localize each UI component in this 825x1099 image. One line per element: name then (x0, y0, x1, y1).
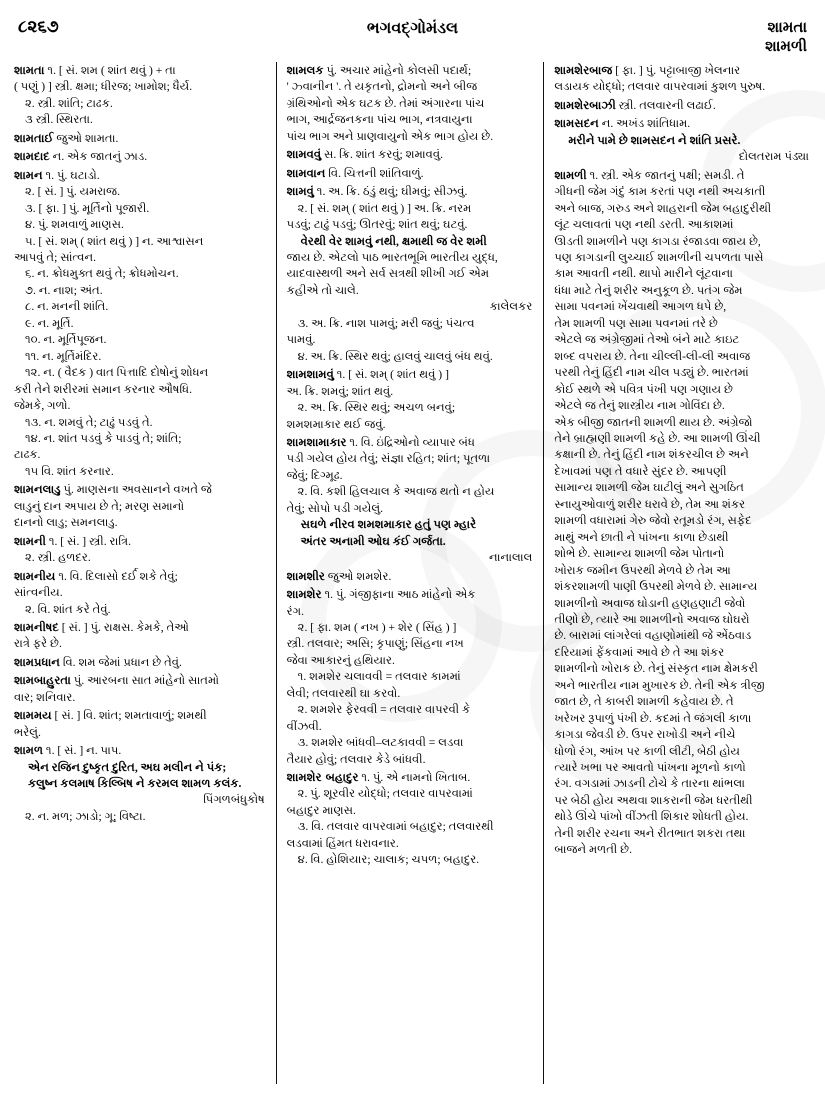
entry-line: ૧૩. ન. શમવું તે; ટાઢું પડવું તે. (25, 415, 153, 429)
entry-line: ભરેલું. (14, 725, 41, 739)
entry-line: લાડુનું દાન અપાય છે તે; મરણ સમાનો (14, 499, 185, 513)
entry-line: અને બાજ, ગરુડ અને શાહરાની જેમ બહાદુરીથી (554, 201, 772, 215)
entry-headword: શામશેર (286, 587, 322, 602)
entry-line: ૧૫ વિ. શાંત કરનાર. (25, 464, 114, 478)
entry-line: ૩. અ. ક્રિ. નાશ પામવું; મરી જવું; પંચત્વ (297, 316, 475, 330)
entry-line: ૨. સ્ત્રી. શાંતિ; ટાઢક. (25, 96, 113, 110)
entry-line: તેની શરીર રચના અને રીતભાત શકરા તથા (554, 826, 746, 840)
entry-headword: શામવું (286, 184, 314, 199)
entry-line: અંતર અનામી ઓઘ કંઈ ગર્જતા. (300, 534, 446, 548)
entry-line: પામવું. (286, 333, 316, 347)
entry-line: ૨. વિ. કશી હિલચાલ કે અવાજ થતો ન હોય (297, 485, 495, 499)
entry-line: ( પણું ) ] સ્ત્રી. ક્ષમા; ધીરજ; ખામોશ; ધૈર્ય. (14, 80, 193, 94)
entry-line: ૩ સ્ત્રી. સ્થિરતા. (25, 113, 93, 127)
entry-line: ૫. [ સં. શમ્ ( શાંત થવું ) ] ન. આશ્વાસન (25, 234, 204, 248)
entry-line: એન રજિન દુષ્કૃત દુરિત, અઘ મલીન ને પંક; (28, 760, 227, 774)
entry-first-line: શામસદન ન. અખંડ શાંતિધામ. (554, 116, 691, 131)
entry-line: ત્યારે ખભા પર આવતો પાંખના મૂળનો કાળો (554, 761, 746, 775)
entry-line: ૨. વિ. શાંત કરે તેવું. (25, 602, 111, 616)
entry-line: અને ભારતીય નામ મુખારક છે. તેની એક ત્રીજી (554, 678, 765, 692)
entry-line: શબ્દ વપરાય છે. તેના ચીલ્લી-લી-લી અવાજ (554, 349, 751, 363)
entry-first-line: શામવું ૧. અ. ક્રિ. ઠંડું થવું; ઘીમવું; સીઝવું. (286, 184, 468, 199)
entry-headword: શામશેર બહાદુર (286, 770, 359, 785)
entry-line: ૧૨. ન. ( વૈદક ) વાત પિત્તાદિ દોષોનું શોધન (25, 366, 209, 380)
folio-number: ૮૨૬૭ (18, 17, 59, 37)
entry-line: એક બીજી જાતની શામળી થાય છે. અંગ્રેજો (554, 415, 753, 429)
guide-word-first: શામતા (767, 18, 807, 36)
entry-headword: શામની (14, 533, 46, 548)
header-row (18, 18, 807, 56)
guide-words (657, 18, 807, 56)
entry-line: ૪. પું. શમવાળું માણસ. (25, 218, 124, 232)
dictionary-entry[interactable] (287, 769, 535, 869)
entry-line: જાય છે. એટલો પાઠ ભારતભૂમિ ભારતીય યુદ્ધ, (286, 250, 498, 264)
entry-first-line: શામવવું સ. ક્રિ. શાંત કરવું; શમાવવું. (286, 147, 443, 162)
entry-first-line: શામશેરબાઝી સ્ત્રી. તલવારની લઢાઈ. (554, 97, 716, 112)
entry-line: સાંત્વનીય. (14, 586, 63, 600)
entry-first-line: શામતા ૧. [ સં. શમ ( શાંત થવું ) + તા (14, 63, 176, 77)
entry-first-line: શામદાદ ન. એક જાતનું ઝાડ. (14, 149, 148, 164)
entry-line: શમશમાકાર થઈ જવું. (286, 417, 386, 431)
entry-headword: શામલક (286, 63, 324, 77)
entry-line: લડવામાં હિંમત ધરાવનાર. (286, 836, 399, 850)
book-title: ભગવદ્ગોમંડલ (366, 18, 459, 37)
entry-headword: શામવાન (286, 165, 326, 180)
entry-first-line: શામલક પું. અચાર માંહેનો કોલસી પદાર્થ; (286, 63, 472, 77)
dictionary-entry[interactable] (14, 654, 267, 671)
entry-line: છે. બારામાં લાંગરેલાં વહાણોમાંથી જે એંઠવાડ (554, 629, 752, 643)
entry-line: ખોરાક જમીન ઉપરથી મેળવે છે તેમ આ (554, 563, 731, 577)
entry-line: ટાઢક. (14, 448, 41, 462)
entry-line: લડાયક યોદ્ધો; તલવાર વાપરવામાં કુશળ પુરુષ. (554, 80, 766, 94)
entry-line: પડવું; ટાઢું પડવું; ઊતરવું; શાંત થવું; ઘટવું. (286, 218, 468, 232)
dictionary-entry[interactable] (287, 366, 535, 433)
entry-line: ૨. [ ફા. શમ ( નખ ) + શેર ( સિંહ ) ] (297, 620, 457, 634)
entry-line: માથું અને છાતી ને પાંખના કાળા છેડાથી (554, 530, 729, 544)
entry-line: ૩. વિ. તલવાર વાપરવામાં બહાદુર; તલવારથી (297, 820, 494, 834)
entry-line: ૬. ન. ક્રોધમુક્ત થવું તે; ક્રોધમોચન. (25, 267, 179, 281)
dictionary-entry[interactable] (14, 619, 267, 653)
entry-headword: શામદાદ (14, 149, 50, 164)
entry-line: પરથી તેનું હિંદી નામ ચીલ પડ્યું છે. ભારતમાં (554, 366, 749, 380)
dictionary-entry[interactable] (287, 62, 535, 145)
entry-line: લેવી; તલવારથી ઘા કરવો. (286, 686, 401, 700)
entry-line: આપવું તે; સાંત્વન. (14, 250, 97, 264)
entry-line: ૪. અ. ક્રિ. સ્થિર થવું; હાલવું ચાલવું બંધ થવું. (297, 349, 493, 363)
entry-line: ૨. અ. ક્રિ. સ્થિર થવું; અચળ બનવું; (297, 401, 456, 415)
entry-headword: શામશેરબાજ (554, 63, 613, 77)
entry-line: ૭. ન. નાશ; અંત. (25, 283, 103, 297)
dictionary-entry[interactable] (554, 115, 811, 165)
entry-line: ગીધની જેમ ગંદું કામ કરતાં પણ નથી અચકાતી (554, 185, 766, 199)
entry-headword: શામમય (14, 708, 52, 723)
entry-line: દોલતરામ પંડ્યા (738, 150, 809, 164)
entry-first-line: શામબાહુરતા પું. આરબના સાત માંહેનો સાતમો (14, 673, 220, 688)
entry-first-line: શામળી ૧. સ્ત્રી. એક જાતનું પક્ષી; સમડી. તે (554, 167, 745, 182)
entry-line: લૂંટ ચલાવતાં પણ નથી ડરતી. આકાશમાં (554, 218, 734, 232)
entry-line: કહીએ તો ચાલે. (286, 283, 359, 297)
entry-line: ૪. વિ. હોશિયાર; ચાલાક; ચપળ; બહાદુર. (297, 853, 480, 867)
entry-first-line: શામનીય ૧. વિ. દિલાસો દર્ઈ શકે તેવું; (14, 568, 178, 583)
entry-line: દરિયામાં ફેંકવામાં આવે છે તે આ શંકર (554, 645, 725, 659)
entry-first-line: શામનીષદ [ સં. ] પું. રાક્ષસ. કેમકે, તેઓ (14, 619, 190, 634)
entry-line: બહાદુર માણસ. (286, 803, 356, 817)
entry-first-line: શામનલાડુ પું. માણસના અવસાનને વખતે જે (14, 482, 212, 497)
entry-headword: શામન (14, 167, 43, 182)
columns-container (0, 62, 825, 1094)
entry-line: સામાન્ય શામળી જેમ ઘાટીલું અને સુગઠિત (554, 481, 744, 495)
entry-line: જેમકે, ગળો. (14, 399, 71, 413)
entry-first-line: શામની ૧. [ સં. ] સ્ત્રી. રાત્રિ. (14, 533, 132, 548)
entry-line: ૨. ન. મળ; ઝાડો; ગૂ; વિષ્ટા. (25, 809, 146, 823)
entry-headword: શામશીર (286, 568, 325, 583)
entry-line: ગ્રંથિઓનો એક ઘટક છે. તેમાં અંગારના પાંચ (286, 96, 485, 110)
entry-headword: શામનલાડુ (14, 482, 61, 497)
entry-line: પિંગળબંધુકોષ (203, 793, 265, 807)
dictionary-entry[interactable] (14, 481, 267, 531)
entry-line: કરી તેને શરીરમાં સમાન કરનાર ઔષધિ. (14, 382, 192, 396)
entry-headword: શામવવું (286, 147, 322, 162)
entry-headword: શામનીય (14, 568, 56, 583)
dictionary-entry[interactable] (287, 165, 535, 182)
dictionary-entry[interactable] (554, 97, 811, 114)
dictionary-entry[interactable] (14, 672, 267, 706)
entry-line: ૨. [ સં. શમ્ ( શાંત થવું ) ] અ. ક્રિ. નરમ (297, 201, 472, 215)
entry-line: ૧૦. ન. મૂર્તિપૂજન. (25, 333, 107, 347)
entry-line: રાત્રે ફરે છે. (14, 637, 62, 651)
entry-headword: શામશેરબાઝી (554, 97, 616, 112)
entry-first-line: શામન ૧. પું. ઘટાડો. (14, 167, 100, 182)
entry-line: સ્ત્રી. તલવાર; અસિ; કૃપાણું; સિંહના નખ (286, 637, 464, 651)
entry-line: નાનાલાલ (489, 551, 533, 565)
entry-headword: શામબાહુરતા (14, 673, 71, 688)
dictionary-entry[interactable] (287, 434, 535, 567)
entry-first-line: શામમય [ સં. ] વિ. શાંત; શમતાવાળું; શમથી (14, 708, 207, 723)
entry-line: ૧૧. ન. મૂર્તિમંદિર. (25, 349, 102, 363)
entry-headword: શામતાઈ (14, 130, 54, 145)
dictionary-entry[interactable] (14, 130, 267, 147)
entry-line: જેવું; દિગ્મૂઢ. (286, 468, 343, 482)
entry-line: કલુષ્ન કલમાષ કિલ્બિષ ને કરમલ શામળ કલંક. (28, 777, 242, 791)
entry-line: તેવું; સોપો પડી ગયેલું. (286, 501, 384, 515)
entry-line: તૈયાર હોવું; તલવાર કેડે બાંધવી. (286, 752, 426, 766)
entry-line: વાર; શનિવાર. (14, 690, 76, 704)
entry-first-line: શામશામાકાર ૧. વિ. ઇંદ્રિઓનો વ્યાપાર બંધ (286, 434, 475, 449)
entry-line: જાત છે, તે કાબરી શામળી કહેવાય છે. તે (554, 695, 734, 709)
entry-headword: શામશામાકાર (286, 434, 347, 449)
entry-line: અ. ક્રિ. શમવું; શાંત થવું. (286, 384, 394, 398)
entry-line: ૧૪. ન. શાંત પડવું કે પાડવું તે; શાંતિ; (25, 431, 182, 445)
page-header (0, 0, 825, 62)
entry-first-line: શામશીર જુઓ શમશેર. (286, 568, 392, 583)
entry-first-line: શામતાઈ જુઓ શામતા. (14, 130, 119, 145)
entry-line: ' ઝ્વાનીન '. તે યકૃતનો, દ્રોમનો અને બીજ (286, 80, 478, 94)
entry-line: ૧. શમશેર ચલાવવી = તલવાર કામમાં (297, 670, 461, 684)
entry-line: ૨. શમશેર ફેરવવી = તલવાર વાપરવી કે (297, 703, 471, 717)
entry-line: કામ આવતી નથી. થાપો મારીને લૂંટવાના (554, 267, 733, 281)
entry-line: કક્ષાની છે. તેનું હિંદી નામ શંકરચીલ છે અને (554, 448, 749, 462)
entry-line: શોભે છે. સામાન્ય શામળી જેમ પોતાનો (554, 547, 725, 561)
entry-first-line: શામશેર ૧. પું. ગંજીફાના આઠ માંહેનો એક (286, 587, 476, 602)
entry-line: ધંધા માટે તેનું શરીર અનુકૂળ છે. પતંગ જેમ (554, 283, 743, 297)
entry-line: જેવા આકારનું હથિયાર. (286, 653, 395, 667)
entry-first-line: શામવાન વિ. ચિત્તની શાંતિવાળું. (286, 165, 424, 180)
entry-line: કોઈ સ્થળે એ પવિત્ર પંખી પણ ગણાય છે (554, 382, 733, 396)
entry-line: કાગડા જેવડી છે. ઉપર રાખોડી અને નીચે (554, 728, 736, 742)
entry-line: યાદવાસ્થળી અને સર્વ સત્રથી શીખી ગઈ એમ (286, 267, 490, 281)
entry-line: શામળીનો ખોરાક છે. તેનું સંસ્કૃત નામ ક્ષેમકરી (554, 662, 758, 676)
entry-headword: શામપ્રધાન (14, 654, 60, 669)
entry-line: થોડે ઊંચે પાંખો વીંઝતી શિકાર શોધતી હોય. (554, 810, 749, 824)
entry-first-line: શામપ્રધાન વિ. શમ જેમાં પ્રધાન છે તેવું. (14, 654, 182, 669)
entry-line: દેખાવમાં પણ તે વધારે સુંદર છે. આપણી (554, 464, 727, 478)
entry-line: ઊડતી શામળીને પણ કાગડા રંજાડવા જાય છે, (554, 234, 761, 248)
column-3 (543, 62, 811, 1084)
entry-line: એટલે જ અંગ્રેજીમાં તેઓ બંને માટે કાઇટ (554, 333, 740, 347)
entry-line: તેમ શામળી પણ સામા પવનમાં તરે છે (554, 316, 718, 330)
dictionary-entry[interactable] (554, 167, 811, 859)
entry-first-line: શામશેરબાજ [ ફા. ] પું. પટ્ટાબાજી ખેલનાર (554, 63, 741, 77)
entry-line: ૩. શમશેર બાંધવી–લટકાવવી = લડવા (297, 736, 464, 750)
entry-line: વીંઝવી. (286, 719, 322, 733)
dictionary-entry[interactable] (14, 148, 267, 165)
entry-line: ૮. ન. મનની શાંતિ. (25, 300, 109, 314)
entry-line: પણ કાગડાની લુચ્ચાઈ શામળીની ચપળતા પાસે (554, 250, 764, 264)
dictionary-entry[interactable] (287, 586, 535, 768)
entry-first-line: શામશામવું ૧. [ સં. શમ્ ( શાંત થવું ) ] (286, 367, 449, 382)
entry-headword: શામનીષદ (14, 619, 59, 634)
dictionary-entry[interactable] (287, 183, 535, 365)
entry-line: રંગ. વગડામાં ઝાડની ટોચે કે તારના થાંભલા (554, 777, 745, 791)
entry-line: સ્નાયુઓવાળું શરીર ધરાવે છે, તેમ આ શંકર (554, 497, 746, 511)
guide-word-last: શામળી (765, 36, 807, 55)
entry-line: તેને બ્રાહ્મણી શામળી કહે છે. આ શામળી ઊંચી (554, 431, 761, 445)
entry-headword: શામતા (14, 63, 45, 77)
entry-line: કાલેલકર (489, 300, 533, 314)
dictionary-entry[interactable] (287, 146, 535, 163)
dictionary-entry[interactable] (14, 62, 267, 129)
entry-headword: શામસદન (554, 116, 599, 131)
dictionary-entry[interactable] (287, 568, 535, 585)
entry-line: બાજને મળતી છે. (554, 843, 632, 857)
entry-line: પાંચ ભાગ અને પ્રાણવાયુનો એક ભાગ હોય છે. (286, 129, 494, 143)
entry-first-line: શામળ ૧. [ સં. ] ન. પાપ. (14, 743, 122, 758)
entry-line: સામા પવનમાં ખેંચવાથી આગળ ધપે છે, (554, 300, 727, 314)
entry-line: રંગ. (286, 604, 305, 618)
entry-line: ખરેખર રૂપાળું પંખી છે. કદમાં તે જંગલી કાળા (554, 711, 752, 725)
dictionary-entry[interactable] (14, 707, 267, 741)
column-1 (14, 62, 276, 1084)
entry-line: ૩. [ ફા. ] પું. મૂર્તિનો પૂજારી. (25, 201, 150, 215)
dictionary-entry[interactable] (554, 62, 811, 96)
entry-line: શામળીનો અવાજ ઘોડાની હણહણાટી જેવો (554, 596, 746, 610)
dictionary-entry[interactable] (14, 167, 267, 481)
entry-line: ધોળો રંગ, આંખ પર કાળી લીટી, બેઠી હોય (554, 744, 741, 758)
entry-line: શંકરશામળી પાણી ઉપરથી મેળવે છે. સામાન્ય (554, 580, 758, 594)
entry-line: સઘળે નીરવ શમશમાકાર હતું પણ મ્હારે (300, 518, 477, 532)
entry-line: ભાગ, આર્દ્રજનકના પાંચ ભાગ, નત્રવાયુના (286, 113, 473, 127)
entry-headword: શામળી (554, 167, 587, 182)
entry-headword: શામળ (14, 743, 44, 758)
entry-line: મરીને પામે છે શામસદન ને શાંતિ પ્રસરે. (568, 133, 741, 147)
dictionary-entry[interactable] (14, 742, 267, 825)
entry-line: ૨. પું. શૂરવીર યોદ્ધો; તલવાર વાપરવામાં (297, 787, 473, 801)
dictionary-entry[interactable] (14, 568, 267, 618)
entry-line: ૨. સ્ત્રી. હળદર. (25, 551, 91, 565)
entry-line: વેરથી વેર શામવું નથી, ક્ષમાથી જ વેર શમી (300, 234, 487, 248)
entry-line: ૯. ન. મૂર્તિ. (25, 316, 74, 330)
entry-line: પર બેઠી હોય અથવા શાકરાની જેમ ધરતીથી (554, 793, 753, 807)
dictionary-entry[interactable] (14, 533, 267, 567)
entry-line: એટલે જ તેનું શાસ્ત્રીય નામ ગોવિંદા છે. (554, 399, 725, 413)
entry-line: શામળી વધારામાં ગેરુ જેવો રતૂમડો રંગ, સફેદ (554, 514, 752, 528)
column-2 (276, 62, 544, 1084)
entry-line: દાનનો લાડુ; સમનલાડુ. (14, 516, 118, 530)
entry-headword: શામશામવું (286, 367, 334, 382)
entry-line: ૨. [ સં. ] પું. યમરાજ. (25, 185, 121, 199)
entry-line: તીણો છે, ત્યારે આ શામળીનો અવાજ ઘોઘરો (554, 612, 750, 626)
entry-line: પડી ગયેલ હોય તેવું; સંજ્ઞા રહિત; શાંત; પૂતળા (286, 452, 491, 466)
entry-first-line: શામશેર બહાદુર ૧. પું. એ નામનો ખિતાબ. (286, 770, 471, 785)
